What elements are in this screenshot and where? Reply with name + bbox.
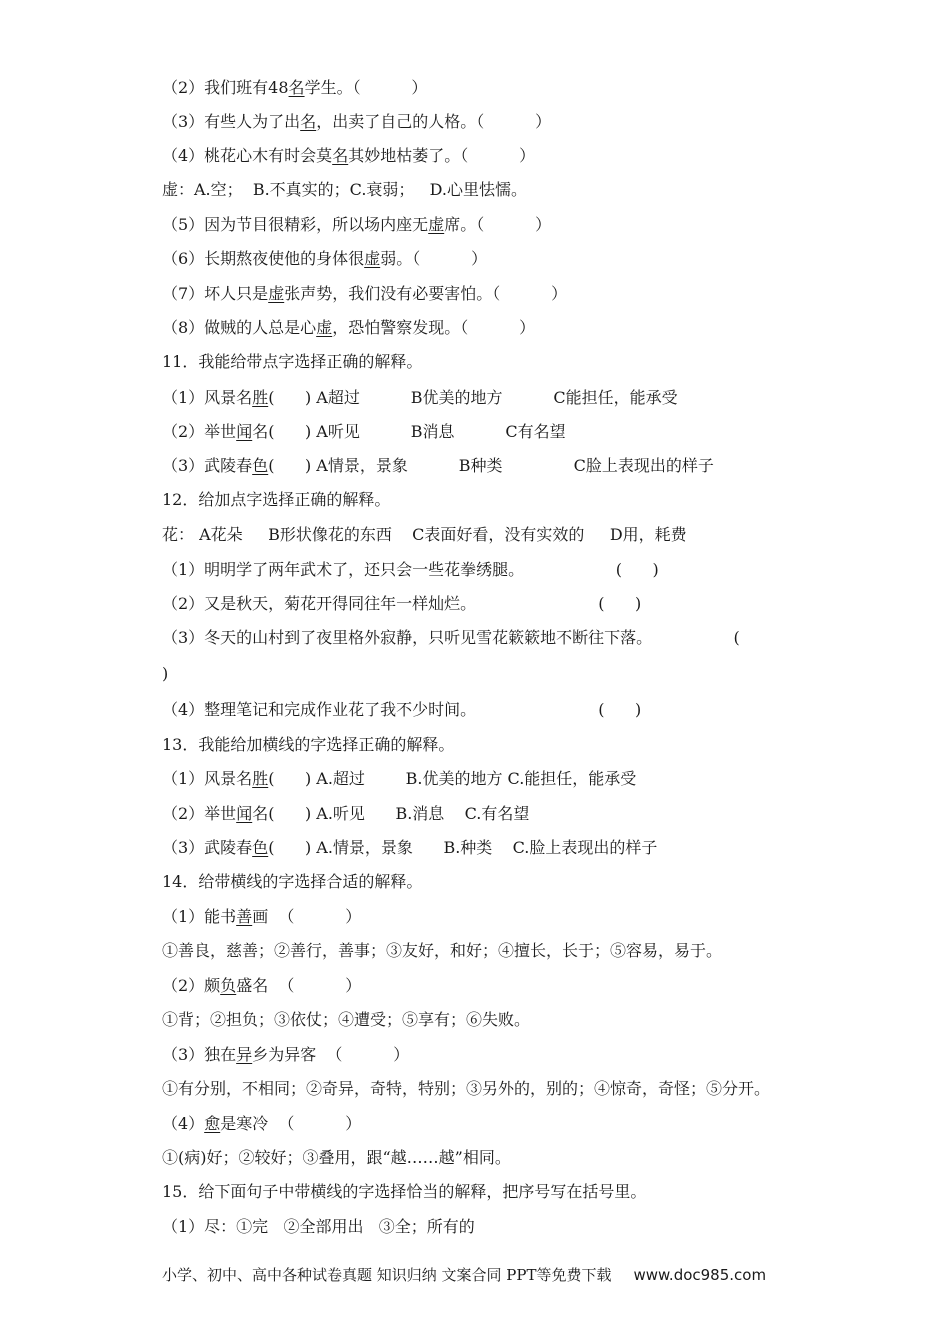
underlined-char: 虚 bbox=[428, 215, 445, 234]
underlined-char: 色 bbox=[252, 456, 269, 475]
line-text-rest: 是寒冷 （ ） bbox=[220, 1114, 362, 1133]
text-line bbox=[162, 804, 529, 824]
line-text: 12．给加点字选择正确的解释。 bbox=[162, 490, 391, 509]
footer-banner bbox=[162, 1265, 766, 1285]
text-line bbox=[162, 146, 535, 166]
line-text: 15．给下面句子中带横线的字选择恰当的解释，把序号写在括号里。 bbox=[162, 1182, 647, 1201]
line-text: （1）能书 bbox=[162, 907, 237, 926]
line-text-rest: 弱。（ ） bbox=[380, 249, 488, 268]
text-line bbox=[162, 1148, 511, 1168]
line-text-rest: ，恐怕警察发现。（ ） bbox=[332, 318, 536, 337]
text-line bbox=[162, 388, 678, 408]
line-text-rest: 张声势，我们没有必要害怕。（ ） bbox=[284, 284, 568, 303]
text-line bbox=[162, 735, 454, 755]
text-line bbox=[162, 112, 551, 132]
text-line bbox=[162, 1217, 475, 1237]
line-text: ①有分别，不相同；②奇异，奇特，特别；③另外的，别的；④惊奇，奇怪；⑤分开。 bbox=[162, 1079, 771, 1098]
line-text-rest: 名( ) A听见 B消息 C有名望 bbox=[252, 422, 566, 441]
text-line bbox=[162, 284, 567, 304]
line-text-rest: ( ) A.超过 B.优美的地方 C.能担任，能承受 bbox=[268, 769, 637, 788]
line-text: （2）我们班有48 bbox=[162, 78, 289, 97]
line-text: 花： A花朵 B形状像花的东西 C表面好看，没有实效的 D用，耗费 bbox=[162, 525, 687, 544]
line-text: （4） bbox=[162, 1114, 205, 1133]
underlined-char: 色 bbox=[252, 838, 269, 857]
line-text: （3）冬天的山村到了夜里格外寂静，只听见雪花簌簌地不断往下落。 ( bbox=[162, 628, 740, 647]
line-text: （3）武陵春 bbox=[162, 456, 253, 475]
underlined-char: 虚 bbox=[268, 284, 285, 303]
line-text: 11．我能给带点字选择正确的解释。 bbox=[162, 352, 423, 371]
line-text-rest: 盛名 （ ） bbox=[236, 976, 362, 995]
text-line bbox=[162, 78, 427, 98]
line-text: （3）有些人为了出 bbox=[162, 112, 301, 131]
text-line bbox=[162, 1079, 770, 1099]
text-line bbox=[162, 180, 527, 200]
footer-text: 小学、初中、高中各种试卷真题 知识归纳 文案合同 PPT等免费下载 bbox=[162, 1266, 612, 1284]
text-line bbox=[162, 769, 636, 789]
text-line bbox=[162, 1182, 646, 1202]
text-line bbox=[162, 838, 657, 858]
underlined-char: 名 bbox=[300, 112, 317, 131]
text-line bbox=[162, 352, 422, 372]
line-text-rest: 名( ) A.听见 B.消息 C.有名望 bbox=[252, 804, 530, 823]
underlined-char: 愈 bbox=[204, 1114, 221, 1133]
line-text: （3）独在 bbox=[162, 1045, 237, 1064]
line-text: （5）因为节目很精彩，所以场内座无 bbox=[162, 215, 429, 234]
underlined-char: 善 bbox=[236, 907, 253, 926]
underlined-char: 虚 bbox=[316, 318, 333, 337]
line-text: （1）明明学了两年武术了，还只会一些花拳绣腿。 ( ) bbox=[162, 560, 659, 579]
text-line bbox=[162, 872, 422, 892]
line-text: （2）又是秋天，菊花开得同往年一样灿烂。 ( ) bbox=[162, 594, 642, 613]
text-line bbox=[162, 1010, 530, 1030]
underlined-char: 负 bbox=[220, 976, 237, 995]
text-line bbox=[162, 215, 551, 235]
underlined-char: 虚 bbox=[364, 249, 381, 268]
line-text: （1）风景名 bbox=[162, 769, 253, 788]
text-line bbox=[162, 249, 487, 269]
footer-site[interactable]: www.doc985.com bbox=[633, 1266, 767, 1284]
line-text: ①善良，慈善；②善行，善事；③友好，和好；④擅长，长于；⑤容易，易于。 bbox=[162, 941, 723, 960]
text-line bbox=[162, 422, 566, 442]
line-text: （1）风景名 bbox=[162, 388, 253, 407]
line-text: 14．给带横线的字选择合适的解释。 bbox=[162, 872, 423, 891]
line-text: （4）整理笔记和完成作业花了我不少时间。 ( ) bbox=[162, 700, 642, 719]
text-line bbox=[162, 1045, 409, 1065]
text-line bbox=[162, 318, 535, 338]
underlined-char: 名 bbox=[288, 78, 305, 97]
line-text: （2）举世 bbox=[162, 422, 237, 441]
text-line bbox=[162, 976, 361, 996]
text-line bbox=[162, 941, 722, 961]
line-text: （3）武陵春 bbox=[162, 838, 253, 857]
line-text: （2）举世 bbox=[162, 804, 237, 823]
underlined-char: 名 bbox=[332, 146, 349, 165]
line-text-rest: 乡为异客 （ ） bbox=[252, 1045, 410, 1064]
text-line bbox=[162, 907, 361, 927]
text-line bbox=[162, 700, 641, 720]
line-text: ①(病)好；②较好；③叠用，跟“越……越”相同。 bbox=[162, 1148, 511, 1167]
underlined-char: 异 bbox=[236, 1045, 253, 1064]
line-text-rest: 其妙地枯萎了。（ ） bbox=[348, 146, 536, 165]
text-line bbox=[162, 490, 390, 510]
text-line bbox=[162, 525, 687, 545]
underlined-char: 胜 bbox=[252, 388, 269, 407]
line-text: ) bbox=[162, 664, 169, 683]
line-text: ①背；②担负；③依仗；④遭受；⑤享有；⑥失败。 bbox=[162, 1010, 531, 1029]
line-text: （7）坏人只是 bbox=[162, 284, 269, 303]
line-text: （1）尽：①完 ②全部用出 ③全；所有的 bbox=[162, 1217, 475, 1236]
line-text: （6）长期熬夜使他的身体很 bbox=[162, 249, 365, 268]
line-text: （4）桃花心木有时会莫 bbox=[162, 146, 333, 165]
text-line bbox=[162, 1114, 361, 1134]
line-text: （2）颇 bbox=[162, 976, 221, 995]
line-text-rest: ，出卖了自己的人格。（ ） bbox=[316, 112, 552, 131]
text-line bbox=[162, 456, 714, 476]
line-text-rest: 学生。（ ） bbox=[304, 78, 428, 97]
line-text: 13．我能给加横线的字选择正确的解释。 bbox=[162, 735, 455, 754]
underlined-char: 闻 bbox=[236, 422, 253, 441]
text-line bbox=[162, 664, 168, 684]
line-text-rest: ( ) A情景，景象 B种类 C脸上表现出的样子 bbox=[268, 456, 714, 475]
text-line bbox=[162, 594, 641, 614]
line-text-rest: 画 （ ） bbox=[252, 907, 362, 926]
line-text-rest: ( ) A.情景，景象 B.种类 C.脸上表现出的样子 bbox=[268, 838, 658, 857]
line-text-rest: ( ) A超过 B优美的地方 C能担任，能承受 bbox=[268, 388, 678, 407]
text-line bbox=[162, 628, 740, 648]
line-text: （8）做贼的人总是心 bbox=[162, 318, 317, 337]
line-text-rest: 席。（ ） bbox=[444, 215, 552, 234]
underlined-char: 闻 bbox=[236, 804, 253, 823]
underlined-char: 胜 bbox=[252, 769, 269, 788]
line-text: 虚：A.空； B.不真实的；C.衰弱； D.心里怯懦。 bbox=[162, 180, 528, 199]
text-line bbox=[162, 560, 659, 580]
